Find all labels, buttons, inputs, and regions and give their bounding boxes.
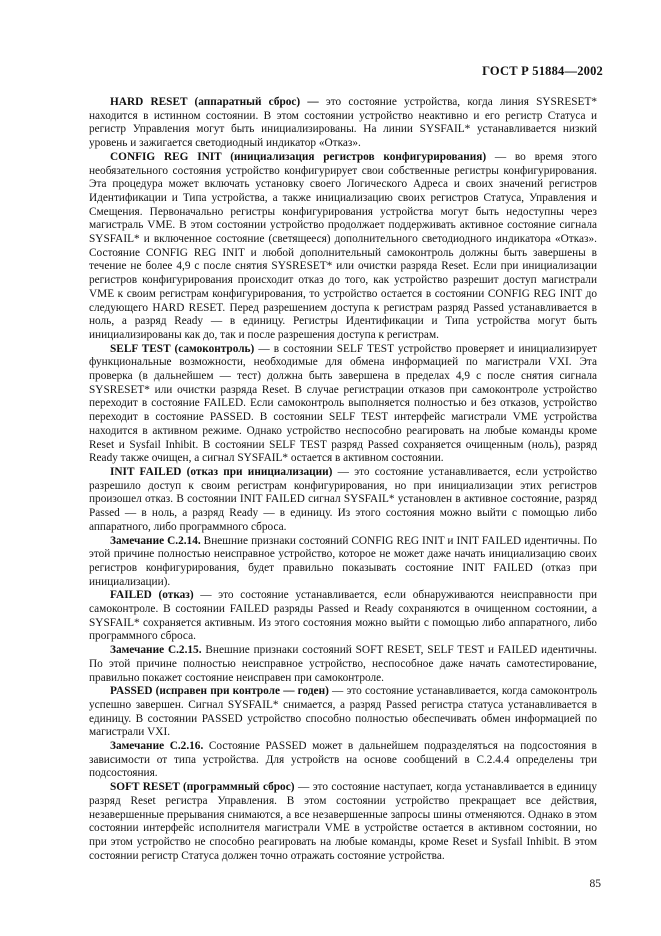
- note-c-2-14: [89, 535, 597, 590]
- paragraph-soft-reset: [89, 781, 597, 863]
- note-c-2-16: [89, 740, 597, 781]
- paragraph-failed: [89, 589, 597, 644]
- note-text: Внешние признаки состояний SOFT RESET, SELF TEST и FAILED идентичны. По этой причине полностью неисправное устройство, неспособное даже начать самотестирование, правильно покажет состояние неисправен при самоконтроле.: [89, 644, 597, 684]
- note-c-2-15: [89, 644, 597, 685]
- note-text: Состояние PASSED может в дальнейшем подразделяться на подсостояния в зависимости от типа устройства. Для устройств на основе сообщений в С.2.4.4 определены три подсостояния.: [89, 740, 597, 780]
- term-soft-reset: SOFT RESET (программный сброс): [110, 781, 295, 794]
- term-self-test: SELF TEST (самоконтроль): [110, 342, 255, 355]
- paragraph-text: — это состояние устанавливается, когда самоконтроль успешно завершен. Сигнал SYSFAIL* снимается, а разряд Passed регистра статуса устанавливается в единицу. В состоянии PASSED устройство способно полностью обеспечивать обмен информацией по магистрали VXI.: [89, 685, 597, 739]
- page-number: 85: [589, 878, 601, 890]
- document-body: [89, 96, 597, 863]
- note-label: Замечание С.2.15.: [110, 644, 202, 657]
- paragraph-text: — во время этого необязательного состояния устройство конфигурирует свои собственные регистры конфигурирования. Эта процедура может включать установку своего Логического Адреса и своих значений регистров Идентификации и Типа устройства, а также инициализацию своих регистров Статуса, Управления и Смещения. Первоначально регистры конфигурирования устройства могут быть недоступны через магистраль VME. В этом состоянии устройство продолжает поддерживать активное состояние сигнала SYSFAIL* и включенное состояние (светящееся) дополнительного светодиодного индикатора «Отказ». Состояние CONFIG REG INIT и любой дополнительный самоконтроль должны быть завершены в течение не более 4,9 с после снятия SYSRESET* или очистки разряда Reset. Если при инициализации регистров конфигурирования происходит отказ до того, как устройство разрешит доступ магистрали VME к своим регистрам конфигурирования, то устройство остается в состоянии CONFIG REG INIT до следующего HARD RESET. Перед разрешением доступа к регистрам разряд Passed устанавливается в ноль, а разряд Ready — в единицу. Регистры Идентификации и Типа устройства могут быть инициализированы как до, так и после разрешения доступа к регистрам.: [89, 150, 597, 341]
- term-failed: FAILED (отказ): [110, 589, 194, 602]
- term-config-reg-init: CONFIG REG INIT (инициализация регистров конфигурирования): [110, 150, 487, 163]
- term-passed: PASSED (исправен при контроле — годен): [110, 685, 329, 698]
- note-label: Замечание С.2.16.: [110, 740, 204, 753]
- paragraph-hard-reset: [89, 96, 597, 151]
- paragraph-passed: [89, 685, 597, 740]
- paragraph-text: — в состоянии SELF TEST устройство проверяет и инициализирует функциональные возможности, необходимые для обмена информацией по магистрали VXI. Эта проверка (в дальнейшем — тест) должна быть завершена в пределах 4,9 с после снятия сигнала SYSRESET* или очистки разряда Reset. В случае регистрации отказов при самоконтроле устройство переходит в состояние FAILED. Если самоконтроль выполняется полностью и без отказов, устройство переходит в состояние PASSED. В состоянии SELF TEST интерфейс магистрали VME устройства находится в активном режиме. Однако устройство неспособно реагировать на любые команды кроме Reset и Sysfail Inhibit. В состоянии SELF TEST разряд Passed сохраняется очищенным (ноль), разряд Ready также очищен, а сигнал SYSFAIL* остается в активном состоянии.: [89, 342, 597, 465]
- term-init-failed: INIT FAILED (отказ при инициализации): [110, 465, 333, 478]
- paragraph-text: — это состояние наступает, когда устанавливается в единицу разряд Reset регистра Управления. В этом состоянии устройство прекращает все действия, незавершенные прерывания снимаются, а все незавершенные запросы шины отменяются. Однако в этом состоянии интерфейс исполнителя магистрали VME в устройстве остается в активном состоянии, но при этом устройство не способно реагировать на любые команды, кроме Reset и Sysfail Inhibit. В этом состоянии регистр Статуса должен точно отражать состояние устройства.: [89, 781, 597, 862]
- paragraph-text: — это состояние устанавливается, если обнаруживаются неисправности при самоконтроле. В состоянии FAILED разряды Passed и Ready сохраняются в очищенном состоянии, а SYSFAIL* сохраняется активным. Из этого состояния можно выйти с помощью либо аппаратного, либо программного сброса.: [89, 589, 597, 643]
- paragraph-text: это состояние устройства, когда линия SYSRESET* находится в истинном состоянии. В этом состоянии устройство неактивно и его регистр Статуса и регистр Управления могут быть инициализированы. На линии SYSFAIL* устанавливается низкий уровень и зажигается светодиодный индикатор «Отказ».: [89, 96, 597, 150]
- paragraph-text: — это состояние устанавливается, если устройство разрешило доступ к своим регистрам конфигурирования, но при инициализации этих регистров произошел отказ. В состоянии INIT FAILED сигнал SYSFAIL* установлен в активное состояние, разряд Passed — в ноль, а разряд Ready — в единицу. Из этого состояния можно выйти с помощью либо аппаратного, либо программного сброса.: [89, 465, 597, 533]
- paragraph-config-reg-init: [89, 151, 597, 343]
- document-header: ГОСТ Р 51884—2002: [482, 64, 603, 78]
- paragraph-init-failed: [89, 466, 597, 535]
- note-text: Внешние признаки состояний CONFIG REG INIT и INIT FAILED идентичны. По этой причине полностью неисправное устройство, которое не может даже начать инициализацию своих регистров конфигурирования, будет правильно показывать состояние INIT FAILED (отказ при инициализации).: [89, 534, 597, 588]
- note-label: Замечание С.2.14.: [110, 534, 201, 547]
- term-hard-reset: HARD RESET (аппаратный сброс) —: [110, 96, 319, 108]
- paragraph-self-test: [89, 343, 597, 466]
